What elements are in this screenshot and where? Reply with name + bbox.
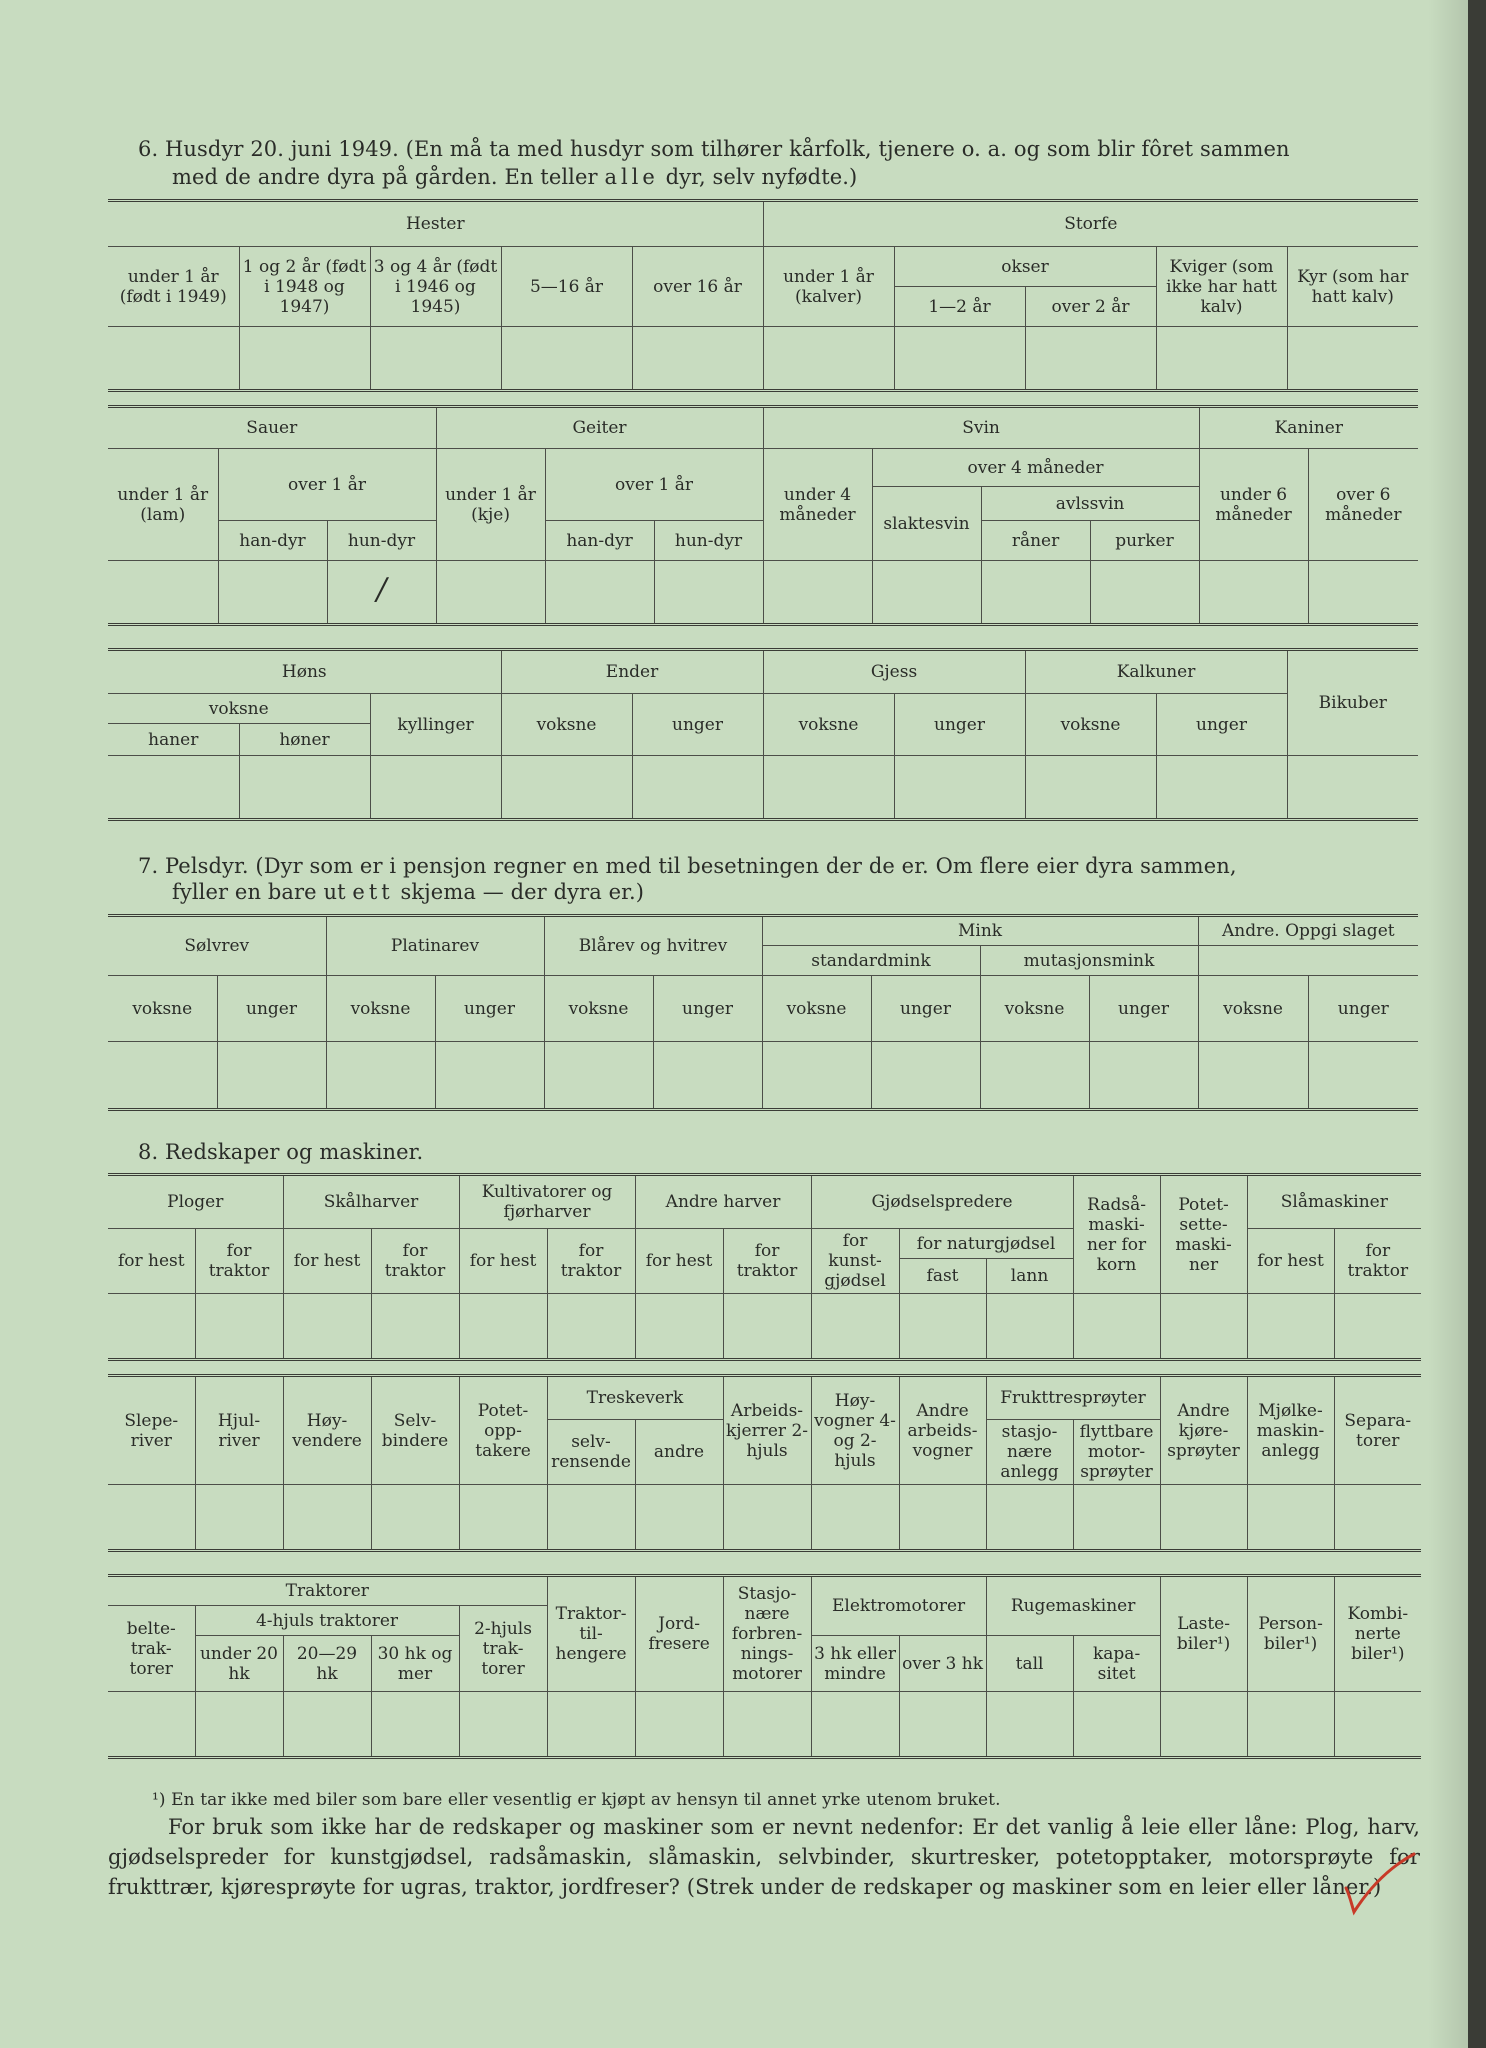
rental-question-paragraph: For bruk som ikke har de redskaper og maskiner som er nevnt nedenfor: Er det vanlig å leie eller låne: Plog, harv, gjødselspreder for kunstgjødsel, radsåmaskin, slåmaskin, selvbinder, skurtresker, potetopptaker, motorsprøyte for frukttrær, kjøresprøyte for ugras, traktor, jordfreser? (Strek under de redskaper og maskiner som en leier eller låner.)	[108, 1815, 1420, 1899]
input-cell[interactable]	[894, 327, 1025, 391]
firehjuls-traktorer-header: 4-hjuls traktorer	[195, 1606, 459, 1636]
input-cell[interactable]	[1089, 1042, 1198, 1110]
hjulriver-header: Hjul-river	[195, 1376, 283, 1485]
input-cell[interactable]	[1247, 1294, 1334, 1360]
kunstgjodsel-header: for kunst-gjødsel	[811, 1229, 899, 1294]
input-cell[interactable]	[763, 327, 894, 391]
voksne-header: voksne	[326, 976, 435, 1042]
kalkuner-voksne-header: voksne	[1025, 694, 1156, 756]
lann-header: lann	[986, 1259, 1073, 1294]
input-cell[interactable]	[763, 756, 894, 820]
input-cell[interactable]	[108, 756, 239, 820]
gjodselspredere-header: Gjødselspredere	[811, 1175, 1073, 1229]
hoyvogner-header: Høy-vogner 4- og 2-hjuls	[811, 1376, 899, 1485]
mink-header: Mink	[762, 916, 1198, 946]
input-cell[interactable]	[762, 1042, 871, 1110]
standardmink-header: standardmink	[762, 946, 980, 976]
elektro-over3hk-header: over 3 hk	[899, 1636, 986, 1692]
checkmark-icon	[1340, 1850, 1420, 1920]
hons-voksne-header: voksne	[108, 694, 370, 724]
flyttbare-motorsproyter-header: flyttbare motor-sprøyter	[1073, 1420, 1160, 1485]
kaniner-header: Kaniner	[1199, 407, 1418, 449]
mutasjonsmink-header: mutasjonsmink	[980, 946, 1198, 976]
sleperiver-header: Slepe-river	[108, 1376, 195, 1485]
bikuber-header: Bikuber	[1287, 650, 1418, 756]
input-cell[interactable]	[894, 756, 1025, 820]
input-cell[interactable]	[723, 1692, 811, 1758]
kviger-header: Kviger (som ikke har hatt kalv)	[1156, 247, 1287, 327]
input-cell[interactable]	[632, 327, 763, 391]
input-cell[interactable]	[1287, 327, 1418, 391]
blarev-header: Blårev og hvitrev	[544, 916, 762, 976]
input-cell[interactable]	[459, 1692, 547, 1758]
section-6-heading-line2: med de andre dyra på gården. En teller alle dyr, selv nyfødte.)	[172, 165, 858, 189]
kultivatorer-hest-header: for hest	[459, 1229, 547, 1294]
slaktesvin-header: slaktesvin	[872, 487, 981, 561]
naturgjodsel-header: for naturgjødsel	[899, 1229, 1073, 1259]
gjess-voksne-header: voksne	[763, 694, 894, 756]
input-cell[interactable]	[723, 1294, 811, 1360]
input-cell[interactable]	[239, 756, 370, 820]
kombinerte-biler-header: Kombi-nerte biler¹)	[1334, 1576, 1421, 1692]
input-cell[interactable]	[217, 1042, 326, 1110]
input-cell[interactable]	[811, 1485, 899, 1551]
input-cell[interactable]	[108, 561, 218, 625]
implements-table-2	[108, 1374, 1421, 1552]
geiter-header: Geiter	[436, 407, 763, 449]
selvbindere-header: Selv-bindere	[371, 1376, 459, 1485]
hester-under1-header: under 1 år (født i 1949)	[108, 247, 239, 327]
voksne-header: voksne	[1198, 976, 1308, 1042]
separatorer-header: Separa-torer	[1334, 1376, 1421, 1485]
beltetraktorer-header: belte-trak-torer	[108, 1606, 195, 1692]
potettsettemaskiner-header: Potet-sette-maski-ner	[1160, 1175, 1247, 1294]
sauer-under1-header: under 1 år (lam)	[108, 449, 218, 561]
input-cell[interactable]	[899, 1692, 986, 1758]
skalharver-traktor-header: for traktor	[371, 1229, 459, 1294]
gjess-unger-header: unger	[894, 694, 1025, 756]
storfe-header: Storfe	[763, 201, 1418, 247]
hester-over16-header: over 16 år	[632, 247, 763, 327]
input-cell[interactable]	[545, 561, 654, 625]
geiter-under1-header: under 1 år (kje)	[436, 449, 545, 561]
gjess-header: Gjess	[763, 650, 1025, 694]
input-cell[interactable]	[981, 561, 1090, 625]
implements-table-1	[108, 1173, 1421, 1361]
voksne-header: voksne	[544, 976, 653, 1042]
solvrev-header: Sølvrev	[108, 916, 326, 976]
section-7-heading-line2: fyller en bare ut ett skjema — der dyra er.)	[172, 880, 645, 904]
unger-header: unger	[217, 976, 326, 1042]
okser-header: okser	[894, 247, 1156, 287]
input-cell[interactable]	[326, 1042, 435, 1110]
skalharver-header: Skålharver	[283, 1175, 459, 1229]
input-cell[interactable]	[547, 1485, 635, 1551]
andre-kjoresproyter-header: Andre kjøre-sprøyter	[1160, 1376, 1247, 1485]
unger-header: unger	[653, 976, 762, 1042]
input-cell[interactable]	[1308, 1042, 1418, 1110]
input-cell[interactable]	[1160, 1294, 1247, 1360]
unger-header: unger	[1089, 976, 1198, 1042]
input-cell[interactable]	[108, 1042, 217, 1110]
hons-header: Høns	[108, 650, 501, 694]
input-cell[interactable]	[1156, 756, 1287, 820]
svin-over4-header: over 4 måneder	[872, 449, 1199, 487]
input-cell[interactable]	[108, 1485, 195, 1551]
input-cell[interactable]	[1287, 756, 1418, 820]
input-cell[interactable]	[195, 1485, 283, 1551]
honer-header: høner	[239, 724, 370, 756]
implements-table-3	[108, 1574, 1421, 1759]
section-6-heading: 6. Husdyr 20. juni 1949. (En må ta med husdyr som tilhører kårfolk, tjenere o. a. og som blir fôret sammen	[138, 137, 1290, 161]
hester-header: Hester	[108, 201, 763, 247]
input-cell[interactable]	[632, 756, 763, 820]
kalkuner-unger-header: unger	[1156, 694, 1287, 756]
input-cell[interactable]	[371, 1692, 459, 1758]
input-cell[interactable]	[108, 327, 239, 391]
input-cell[interactable]	[283, 1485, 371, 1551]
input-cell[interactable]	[370, 756, 501, 820]
input-cell[interactable]	[872, 561, 981, 625]
haner-header: haner	[108, 724, 239, 756]
section-7-heading: 7. Pelsdyr. (Dyr som er i pensjon regner en med til besetningen der de er. Om flere eier dyra sammen,	[138, 854, 1237, 878]
unger-header: unger	[871, 976, 980, 1042]
input-cell[interactable]	[459, 1485, 547, 1551]
slamaskiner-traktor-header: for traktor	[1334, 1229, 1421, 1294]
slamaskiner-hest-header: for hest	[1247, 1229, 1334, 1294]
voksne-header: voksne	[762, 976, 871, 1042]
kultivatorer-header: Kultivatorer og fjørharver	[459, 1175, 635, 1229]
platinarev-header: Platinarev	[326, 916, 544, 976]
avlssvin-header: avlssvin	[981, 487, 1199, 521]
potetopptakere-header: Potet-opp-takere	[459, 1376, 547, 1485]
ploger-header: Ploger	[108, 1175, 283, 1229]
rugemaskiner-tall-header: tall	[986, 1636, 1073, 1692]
input-cell[interactable]	[635, 1294, 723, 1360]
sheep-goats-pigs-rabbits-table	[108, 405, 1418, 626]
input-cell[interactable]	[371, 1485, 459, 1551]
input-cell[interactable]	[1073, 1294, 1160, 1360]
arbeidskjerrer-header: Arbeids-kjerrer 2-hjuls	[723, 1376, 811, 1485]
input-cell[interactable]	[195, 1294, 283, 1360]
input-cell[interactable]	[501, 327, 632, 391]
input-cell[interactable]	[327, 561, 436, 625]
input-cell[interactable]	[195, 1692, 283, 1758]
purker-header: purker	[1090, 521, 1199, 561]
input-cell[interactable]	[723, 1485, 811, 1551]
stasjonaere-anlegg-header: stasjo-nære anlegg	[986, 1420, 1073, 1485]
input-cell[interactable]	[871, 1042, 980, 1110]
input-cell[interactable]	[1090, 561, 1199, 625]
skalharver-hest-header: for hest	[283, 1229, 371, 1294]
input-cell[interactable]	[653, 1042, 762, 1110]
input-cell[interactable]	[1156, 327, 1287, 391]
treskeverk-andre-header: andre	[635, 1420, 723, 1485]
input-cell[interactable]	[980, 1042, 1089, 1110]
input-cell[interactable]	[108, 1294, 195, 1360]
input-cell[interactable]	[899, 1294, 986, 1360]
storfe-under1-header: under 1 år (kalver)	[763, 247, 894, 327]
input-cell[interactable]	[547, 1692, 635, 1758]
ender-unger-header: unger	[632, 694, 763, 756]
poultry-beehives-table	[108, 648, 1418, 821]
input-cell[interactable]	[459, 1294, 547, 1360]
andre-harver-header: Andre harver	[635, 1175, 811, 1229]
input-cell[interactable]	[283, 1692, 371, 1758]
jordfresere-header: Jord-fresere	[635, 1576, 723, 1692]
ploger-traktor-header: for traktor	[195, 1229, 283, 1294]
geiter-over1-header: over 1 år	[545, 449, 763, 521]
svin-under4-header: under 4 måneder	[763, 449, 872, 561]
section-8-heading: 8. Redskaper og maskiner.	[138, 1140, 424, 1164]
andre-arbeidsvogner-header: Andre arbeids-vogner	[899, 1376, 986, 1485]
fur-animals-table	[108, 914, 1418, 1111]
traktortilhengere-header: Traktor-til-hengere	[547, 1576, 635, 1692]
sauer-over1-header: over 1 år	[218, 449, 436, 521]
input-cell[interactable]	[1025, 327, 1156, 391]
input-cell[interactable]	[1247, 1692, 1334, 1758]
raner-header: råner	[981, 521, 1090, 561]
hester-5-16-header: 5—16 år	[501, 247, 632, 327]
andre-blank-header	[1198, 946, 1418, 976]
voksne-header: voksne	[108, 976, 217, 1042]
sauer-hundyr-header: hun-dyr	[327, 521, 436, 561]
lastebiler-header: Laste-biler¹)	[1160, 1576, 1247, 1692]
input-cell[interactable]	[1308, 561, 1418, 625]
input-cell[interactable]	[763, 561, 872, 625]
ender-voksne-header: voksne	[501, 694, 632, 756]
input-cell[interactable]	[1247, 1485, 1334, 1551]
unger-header: unger	[435, 976, 544, 1042]
input-cell[interactable]	[986, 1294, 1073, 1360]
elektro-3hk-header: 3 hk eller mindre	[811, 1636, 899, 1692]
hoyvendere-header: Høy-vendere	[283, 1376, 371, 1485]
input-cell[interactable]	[1334, 1485, 1421, 1551]
unger-header: unger	[1308, 976, 1418, 1042]
personbiler-header: Person-biler¹)	[1247, 1576, 1334, 1692]
kalkuner-header: Kalkuner	[1025, 650, 1287, 694]
kultivatorer-traktor-header: for traktor	[547, 1229, 635, 1294]
input-cell[interactable]	[899, 1485, 986, 1551]
voksne-header: voksne	[980, 976, 1089, 1042]
input-cell[interactable]	[1025, 756, 1156, 820]
slamaskiner-header: Slåmaskiner	[1247, 1175, 1421, 1229]
input-cell[interactable]	[1073, 1485, 1160, 1551]
stasjonaere-forbrenningsmotorer-header: Stasjo-nære forbren-nings-motorer	[723, 1576, 811, 1692]
input-cell[interactable]	[1199, 561, 1308, 625]
input-cell[interactable]	[544, 1042, 653, 1110]
andre-harver-traktor-header: for traktor	[723, 1229, 811, 1294]
footnote: ¹) En tar ikke med biler som bare eller vesentlig er kjøpt av hensyn til annet yrke utenom bruket.	[152, 1790, 1001, 1810]
input-cell[interactable]	[811, 1692, 899, 1758]
sauer-handyr-header: han-dyr	[218, 521, 327, 561]
input-cell[interactable]	[1073, 1692, 1160, 1758]
kaniner-under6-header: under 6 måneder	[1199, 449, 1308, 561]
input-cell[interactable]	[986, 1485, 1073, 1551]
rugemaskiner-header: Rugemaskiner	[986, 1576, 1160, 1636]
elektromotorer-header: Elektromotorer	[811, 1576, 986, 1636]
kaniner-over6-header: over 6 måneder	[1308, 449, 1418, 561]
input-cell[interactable]	[635, 1692, 723, 1758]
input-cell[interactable]	[635, 1485, 723, 1551]
handwritten-mark: /	[376, 572, 387, 607]
radsamaskiner-header: Radså-maski-ner for korn	[1073, 1175, 1160, 1294]
fast-header: fast	[899, 1259, 986, 1294]
input-cell[interactable]	[547, 1294, 635, 1360]
geiter-hundyr-header: hun-dyr	[654, 521, 763, 561]
sauer-header: Sauer	[108, 407, 436, 449]
input-cell[interactable]	[1160, 1485, 1247, 1551]
input-cell[interactable]	[435, 1042, 544, 1110]
under20hk-header: under 20 hk	[195, 1636, 283, 1692]
kyr-header: Kyr (som har hatt kalv)	[1287, 247, 1418, 327]
input-cell[interactable]	[986, 1692, 1073, 1758]
ploger-hest-header: for hest	[108, 1229, 195, 1294]
input-cell[interactable]	[654, 561, 763, 625]
svin-header: Svin	[763, 407, 1199, 449]
input-cell[interactable]	[1334, 1294, 1421, 1360]
tohjuls-traktorer-header: 2-hjuls trak-torer	[459, 1606, 547, 1692]
input-cell[interactable]	[1160, 1692, 1247, 1758]
andre-harver-hest-header: for hest	[635, 1229, 723, 1294]
20-29hk-header: 20—29 hk	[283, 1636, 371, 1692]
input-cell[interactable]	[370, 327, 501, 391]
selvrensende-header: selv-rensende	[547, 1420, 635, 1485]
input-cell[interactable]	[371, 1294, 459, 1360]
input-cell[interactable]	[1198, 1042, 1308, 1110]
okser-over2-header: over 2 år	[1025, 287, 1156, 327]
ender-header: Ender	[501, 650, 763, 694]
input-cell[interactable]	[1334, 1692, 1421, 1758]
okser-1-2-header: 1—2 år	[894, 287, 1025, 327]
geiter-handyr-header: han-dyr	[545, 521, 654, 561]
horses-cattle-table	[108, 199, 1418, 392]
30hk-header: 30 hk og mer	[371, 1636, 459, 1692]
input-cell[interactable]	[436, 561, 545, 625]
mjolkemaskin-header: Mjølke-maskin-anlegg	[1247, 1376, 1334, 1485]
kyllinger-header: kyllinger	[370, 694, 501, 756]
frukttresproyter-header: Frukttresprøyter	[986, 1376, 1160, 1420]
input-cell[interactable]	[501, 756, 632, 820]
input-cell[interactable]	[108, 1692, 195, 1758]
andre-header: Andre. Oppgi slaget	[1198, 916, 1418, 946]
input-cell[interactable]	[218, 561, 327, 625]
input-cell[interactable]	[283, 1294, 371, 1360]
input-cell[interactable]	[811, 1294, 899, 1360]
hester-1og2-header: 1 og 2 år (født i 1948 og 1947)	[239, 247, 370, 327]
input-cell[interactable]	[239, 327, 370, 391]
traktorer-header: Traktorer	[108, 1576, 547, 1606]
rugemaskiner-kapasitet-header: kapa-sitet	[1073, 1636, 1160, 1692]
treskeverk-header: Treskeverk	[547, 1376, 723, 1420]
hester-3og4-header: 3 og 4 år (født i 1946 og 1945)	[370, 247, 501, 327]
